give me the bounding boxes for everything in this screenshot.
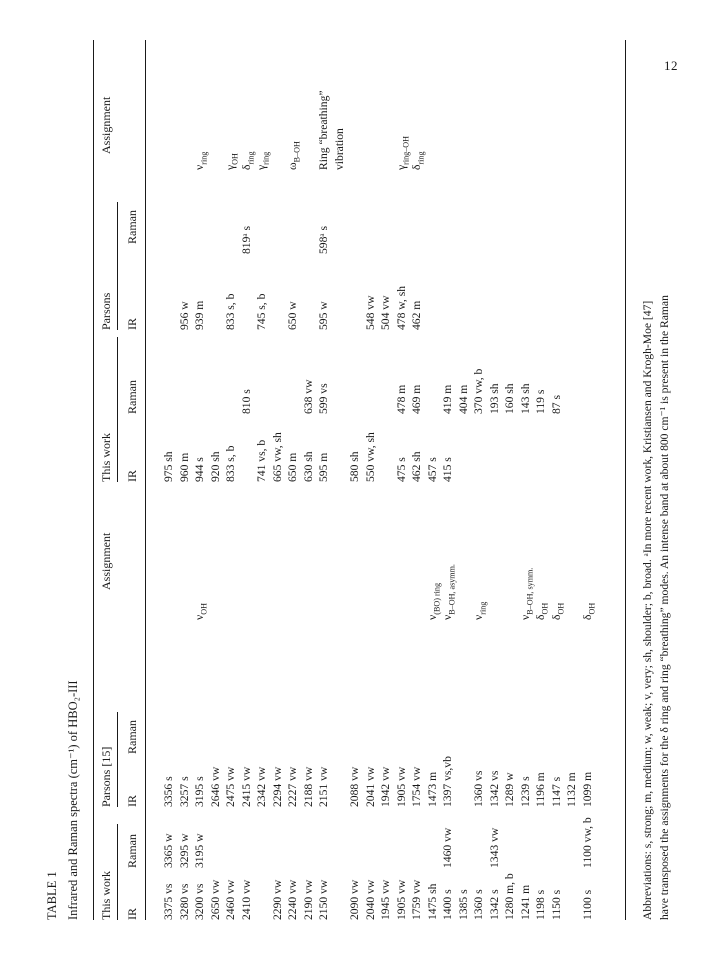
table-cell: 1475 sh xyxy=(425,883,439,920)
table-cell xyxy=(208,226,224,254)
table-cell: 1342 s xyxy=(487,889,501,920)
table-cell: $\gamma_{ring}$ xyxy=(255,151,271,170)
table-cell: 580 sh xyxy=(348,451,361,482)
table-cell xyxy=(502,564,518,620)
table-cell xyxy=(533,286,549,330)
table-cell xyxy=(425,817,441,868)
table-cell xyxy=(239,286,255,330)
table-cell xyxy=(518,286,534,330)
table-cell xyxy=(223,817,239,868)
table-cell xyxy=(502,432,518,482)
table-cell xyxy=(533,817,549,868)
subrule-parsons xyxy=(117,202,118,330)
table-cell xyxy=(332,564,348,620)
table-cell: 2040 vw xyxy=(363,879,377,920)
table-cell: 415 s xyxy=(441,457,454,482)
table-cell: 599 vs xyxy=(317,383,330,414)
table-bottom-rule xyxy=(625,40,626,920)
table-cell: 1759 vw xyxy=(410,879,423,920)
table-cell xyxy=(363,90,379,170)
table-cell xyxy=(161,226,177,254)
table-cell xyxy=(394,564,410,620)
col-parsons-ir-right xyxy=(161,286,595,330)
table-label: TABLE 1 xyxy=(45,871,59,920)
table-cell xyxy=(564,90,580,170)
table-cell: 1473 m xyxy=(425,771,439,807)
table-cell: $\delta_{OH}$ xyxy=(534,602,550,620)
table-cell xyxy=(208,564,224,620)
table-cell xyxy=(363,564,379,620)
table-footnote xyxy=(639,40,673,920)
table-cell xyxy=(177,369,193,414)
table-cell: 2415 vw xyxy=(239,766,253,807)
header-assignment-left: Assignment xyxy=(99,532,113,590)
subrule-this-work-right xyxy=(117,337,118,482)
table-cell xyxy=(285,369,301,414)
table-cell xyxy=(471,226,487,254)
col-parsons-raman-right xyxy=(161,226,595,254)
table-cell: 595 m xyxy=(317,452,330,482)
table-cell xyxy=(409,564,425,620)
table-cell xyxy=(254,226,270,254)
table-cell: 2190 vw xyxy=(301,879,315,920)
table-cell xyxy=(192,369,208,414)
table-cell: 975 sh xyxy=(162,451,175,482)
table-cell: 1198 s xyxy=(534,889,547,920)
table-cell xyxy=(254,873,270,920)
table-cell xyxy=(502,817,518,868)
table-cell: 143 sh xyxy=(518,383,532,414)
table-cell xyxy=(332,226,348,254)
table-cell xyxy=(177,226,193,254)
table-cell: 2227 vw xyxy=(286,766,299,807)
table-cell: 595 w xyxy=(317,301,330,330)
table-cell: 3257 s xyxy=(177,776,191,807)
table-cell: 1945 vw xyxy=(379,879,392,920)
table-cell: 630 sh xyxy=(301,451,315,482)
table-cell: 650 w xyxy=(286,301,299,330)
table-cell xyxy=(363,226,379,254)
table-cell: 3365 w xyxy=(162,833,175,868)
table-cell xyxy=(378,226,394,254)
table-cell xyxy=(549,432,565,482)
table-cell: 1942 vw xyxy=(379,766,392,807)
table-cell: 1360 vs xyxy=(472,770,485,807)
table-cell xyxy=(549,817,565,868)
col-this-work-raman-left xyxy=(161,817,595,868)
table-cell: 1754 vw xyxy=(410,766,423,807)
subheader-raman-1: Raman xyxy=(125,834,139,868)
table-cell xyxy=(425,369,441,414)
table-cell xyxy=(425,286,441,330)
table-cell: 939 m xyxy=(193,300,206,330)
table-cell: 920 sh xyxy=(208,451,222,482)
table-cell: 404 m xyxy=(456,384,470,414)
table-cell: 462 sh xyxy=(410,451,423,482)
table-cell: 2290 vw xyxy=(270,879,284,920)
table-cell xyxy=(177,564,193,620)
table-cell xyxy=(564,873,580,920)
table-cell xyxy=(347,90,363,170)
table-cell: $\delta_{OH}$ xyxy=(549,602,565,620)
table-cell: 2410 vw xyxy=(239,879,253,920)
table-cell xyxy=(487,90,503,170)
col-assignment-left xyxy=(161,564,595,620)
table-cell xyxy=(564,817,580,868)
table-cell xyxy=(456,226,472,254)
table-cell xyxy=(161,286,177,330)
table-cell: 160 sh xyxy=(503,383,516,414)
table-cell: 3200 vs xyxy=(193,883,206,920)
table-cell xyxy=(518,817,534,868)
table-cell: 548 vw xyxy=(363,295,377,330)
table-cell xyxy=(254,817,270,868)
table-cell: 3280 vs xyxy=(177,883,191,920)
table-cell xyxy=(456,564,472,620)
table-cell: 650 m xyxy=(286,452,299,482)
table-cell xyxy=(177,90,193,170)
table-cell: 745 s, b xyxy=(255,293,268,330)
table-cell xyxy=(456,90,472,170)
table-cell: 457 s xyxy=(425,457,439,482)
table-cell: 1239 s xyxy=(518,776,532,807)
table-cell: $\omega_{B-OH}$ xyxy=(286,141,302,170)
table-cell: 956 w xyxy=(177,301,191,330)
header-this-work-left: This work xyxy=(99,871,113,920)
table-cell: 1280 m, b xyxy=(503,873,516,920)
table-cell: 638 vw xyxy=(301,379,315,414)
col-this-work-ir-left xyxy=(161,873,595,920)
table-cell xyxy=(239,817,255,868)
table-cell xyxy=(316,817,332,868)
header-this-work-right: This work xyxy=(99,433,113,482)
subheader-ir-3: IR xyxy=(125,470,139,482)
table-cell: 119 s xyxy=(534,389,547,414)
table-cell xyxy=(223,226,239,254)
col-this-work-ir-right xyxy=(161,432,595,482)
table-cell: 550 vw, sh xyxy=(363,432,377,482)
table-cell xyxy=(518,90,534,170)
table-cell xyxy=(363,817,379,868)
table-cell xyxy=(285,817,301,868)
table-cell: 2151 vw xyxy=(317,766,330,807)
table-cell xyxy=(456,286,472,330)
table-cell: 1905 vw xyxy=(394,879,408,920)
table-cell xyxy=(518,432,534,482)
table-cell xyxy=(564,432,580,482)
table-cell xyxy=(347,369,363,414)
table-cell: Ring “breathing” xyxy=(317,90,330,170)
table-cell: $\delta_{OH}$ xyxy=(580,602,596,620)
table-cell xyxy=(440,226,456,254)
table-cell xyxy=(564,226,580,254)
table-cell xyxy=(285,226,301,254)
table-cell xyxy=(549,226,565,254)
table-cell: 1100 vw, b xyxy=(580,817,594,868)
table-cell xyxy=(580,286,596,330)
table-title: Infrared and Raman spectra (cm⁻¹) of HBO₂-III xyxy=(66,680,80,920)
table-cell xyxy=(254,369,270,414)
table-cell xyxy=(270,90,286,170)
table-cell: 419 m xyxy=(441,384,454,414)
table-cell xyxy=(471,817,487,868)
table-cell: 2294 vw xyxy=(270,766,284,807)
table-cell xyxy=(580,90,596,170)
table-cell xyxy=(425,226,441,254)
table-cell: 2090 vw xyxy=(348,879,361,920)
table-cell: 469 m xyxy=(410,384,423,414)
table-cell: 1241 m xyxy=(518,884,532,920)
table-cell xyxy=(487,286,503,330)
table-cell: $\delta_{ring}$ xyxy=(239,151,255,170)
table-cell: 741 vs, b xyxy=(255,439,268,482)
table-cell xyxy=(378,369,394,414)
table-cell xyxy=(161,90,177,170)
subrule-this-work-left xyxy=(117,824,118,920)
table-cell: 3195 s xyxy=(193,776,206,807)
subheader-ir-1: IR xyxy=(125,908,139,920)
table-cell xyxy=(208,817,224,868)
footnote-line-1: Abbreviations: s, strong; m, medium; w, weak; v, very; sh, shoulder; b, broad. ᵃIn more recent work, Kristiansen and Krogh-Moe [47] xyxy=(641,300,654,920)
subheader-ir-2: IR xyxy=(125,795,139,807)
table-cell: 2646 vw xyxy=(208,766,222,807)
header-parsons-ref: Parsons [15] xyxy=(99,746,113,807)
table-cell xyxy=(533,432,549,482)
table-cell xyxy=(285,564,301,620)
table-cell xyxy=(270,286,286,330)
table-cell xyxy=(580,369,596,414)
col-assignment-right xyxy=(161,90,595,170)
table-cell xyxy=(564,369,580,414)
table-cell xyxy=(161,369,177,414)
table-cell: 1385 s xyxy=(456,889,470,920)
table-cell xyxy=(580,226,596,254)
table-cell: 1397 vs,vb xyxy=(441,756,454,807)
table-cell: 475 s xyxy=(394,457,408,482)
table-cell: $\delta_{ring}$ xyxy=(410,151,426,170)
table-cell xyxy=(301,286,317,330)
table-cell xyxy=(301,226,317,254)
table-cell: 3375 vs xyxy=(162,883,175,920)
table-cell xyxy=(409,817,425,868)
table-top-rule xyxy=(93,40,94,920)
page-number: 12 xyxy=(664,58,678,73)
table-cell xyxy=(378,817,394,868)
table-cell: 960 m xyxy=(177,452,191,482)
subrule-parsons-ref xyxy=(117,712,118,807)
table-cell: 1360 s xyxy=(472,889,485,920)
table-cell: 87 s xyxy=(549,394,563,414)
table-cell: $\nu_{ring}$ xyxy=(472,601,488,620)
table-cell: 2460 vw xyxy=(224,879,237,920)
table-cell xyxy=(347,226,363,254)
table-cell: 833 s, b xyxy=(224,293,237,330)
table-cell xyxy=(564,286,580,330)
table-cell: 478 w, sh xyxy=(394,285,408,330)
table-cell xyxy=(316,564,332,620)
table-cell: 504 vw xyxy=(379,295,392,330)
table-cell xyxy=(549,90,565,170)
table-cell xyxy=(332,432,348,482)
table-cell xyxy=(332,873,348,920)
table-cell xyxy=(332,756,348,807)
table-cell: 2041 vw xyxy=(363,766,377,807)
table-cell xyxy=(347,817,363,868)
subheader-raman-3: Raman xyxy=(125,380,139,414)
table-cell xyxy=(332,369,348,414)
table-cell xyxy=(471,90,487,170)
table-cell xyxy=(270,564,286,620)
table-cell: 370 vw, b xyxy=(472,368,485,414)
table-cell xyxy=(564,564,580,620)
table-cell: 3295 w xyxy=(177,833,191,868)
table-cell xyxy=(270,817,286,868)
table-cell: 1400 s xyxy=(441,889,454,920)
table-cell: $\gamma_{ring-OH}$ xyxy=(394,136,410,170)
table-cell xyxy=(363,369,379,414)
table-cell xyxy=(223,564,239,620)
col-parsons-ir-left xyxy=(161,756,595,807)
table-cell xyxy=(440,286,456,330)
table-cell xyxy=(347,286,363,330)
table-cell xyxy=(208,90,224,170)
table-cell: 810 s xyxy=(239,389,253,414)
table-cell: 3195 w xyxy=(193,833,206,868)
table-cell: 2150 vw xyxy=(317,879,330,920)
table-cell xyxy=(301,817,317,868)
table-cell xyxy=(239,564,255,620)
table-cell xyxy=(301,90,317,170)
table-cell xyxy=(208,369,224,414)
table-cell xyxy=(487,564,503,620)
col-this-work-raman-right xyxy=(161,369,595,414)
table-cell: 2088 vw xyxy=(348,766,361,807)
table-cell xyxy=(425,90,441,170)
table-cell: vibration xyxy=(332,128,346,170)
table-cell: 1460 vw xyxy=(441,827,454,868)
table-cell xyxy=(456,817,472,868)
header-assignment-right: Assignment xyxy=(99,96,113,154)
table-cell: $\nu_{B-OH, asymm.}$ xyxy=(441,564,457,620)
table-cell: 2188 vw xyxy=(301,766,315,807)
table-cell xyxy=(192,226,208,254)
table-cell xyxy=(487,432,503,482)
table-cell: 1342 vs xyxy=(487,770,501,807)
table-cell: $\gamma_{OH}$ xyxy=(224,153,240,170)
table-cell: 819ᵃ s xyxy=(239,226,253,254)
table-cell xyxy=(409,226,425,254)
table-cell: 1343 vw xyxy=(487,827,501,868)
table-cell: 2475 vw xyxy=(224,766,237,807)
table-cell xyxy=(502,90,518,170)
table-cell: 2240 vw xyxy=(286,879,299,920)
table-cell: 2650 vw xyxy=(208,879,222,920)
table-cell xyxy=(487,226,503,254)
table-cell: 1147 s xyxy=(549,776,563,807)
table-cell: 1132 m xyxy=(565,772,578,807)
table-cell: $\nu_{(BO) ring}$ xyxy=(425,582,441,620)
table-cell xyxy=(254,564,270,620)
subheader-raman-2: Raman xyxy=(125,720,139,754)
table-cell: 1150 s xyxy=(549,889,563,920)
table-cell xyxy=(456,756,472,807)
table-cell xyxy=(223,369,239,414)
table-cell: 944 s xyxy=(193,457,206,482)
table-cell xyxy=(549,286,565,330)
table-cell xyxy=(456,432,472,482)
table-cell: 1905 vw xyxy=(394,766,408,807)
table-header-rule xyxy=(145,40,146,920)
table-cell: 1196 m xyxy=(534,772,547,807)
table-cell xyxy=(378,564,394,620)
table-cell xyxy=(332,817,348,868)
subheader-raman-4: Raman xyxy=(125,210,139,244)
table-cell xyxy=(239,432,255,482)
table-cell xyxy=(394,817,410,868)
table-cell: 1100 s xyxy=(580,889,594,920)
table-cell xyxy=(533,226,549,254)
table-cell xyxy=(471,286,487,330)
table-cell xyxy=(347,564,363,620)
table-cell: $\nu_{B-OH, symm.}$ xyxy=(518,567,534,620)
table-cell xyxy=(580,432,596,482)
table-cell: 462 m xyxy=(410,300,423,330)
table-cell xyxy=(502,226,518,254)
table-cell: 193 sh xyxy=(487,383,501,414)
table-cell: $\nu_{ring}$ xyxy=(193,151,209,170)
rotated-table-sheet xyxy=(45,40,685,920)
table-cell xyxy=(270,226,286,254)
table-cell: 833 s, b xyxy=(224,445,237,482)
table-cell xyxy=(161,564,177,620)
table-cell xyxy=(518,226,534,254)
table-cell: 665 vw, sh xyxy=(270,432,284,482)
table-cell: $\nu_{OH}$ xyxy=(193,603,209,620)
table-cell xyxy=(332,286,348,330)
header-parsons: Parsons xyxy=(99,292,113,330)
footnote-line-2: have transposed the assignments for the δ ring and ring “breathing” modes. An intense band at about 800 cm⁻¹ is present in the Raman xyxy=(658,295,671,920)
table-cell: 1099 m xyxy=(580,771,594,807)
table-cell: 598ᵃ s xyxy=(317,226,330,254)
table-cell xyxy=(301,564,317,620)
subheader-ir-4: IR xyxy=(125,318,139,330)
table-cell: 1289 w xyxy=(503,772,516,807)
table-cell xyxy=(378,90,394,170)
table-cell xyxy=(270,369,286,414)
table-cell xyxy=(440,90,456,170)
table-cell xyxy=(378,432,394,482)
table-cell xyxy=(502,286,518,330)
table-cell: 478 m xyxy=(394,384,408,414)
table-cell xyxy=(471,432,487,482)
table-cell xyxy=(533,90,549,170)
table-cell: 3356 s xyxy=(162,776,175,807)
table-cell: 2342 vw xyxy=(255,766,268,807)
table-cell xyxy=(394,226,410,254)
table-cell xyxy=(208,286,224,330)
